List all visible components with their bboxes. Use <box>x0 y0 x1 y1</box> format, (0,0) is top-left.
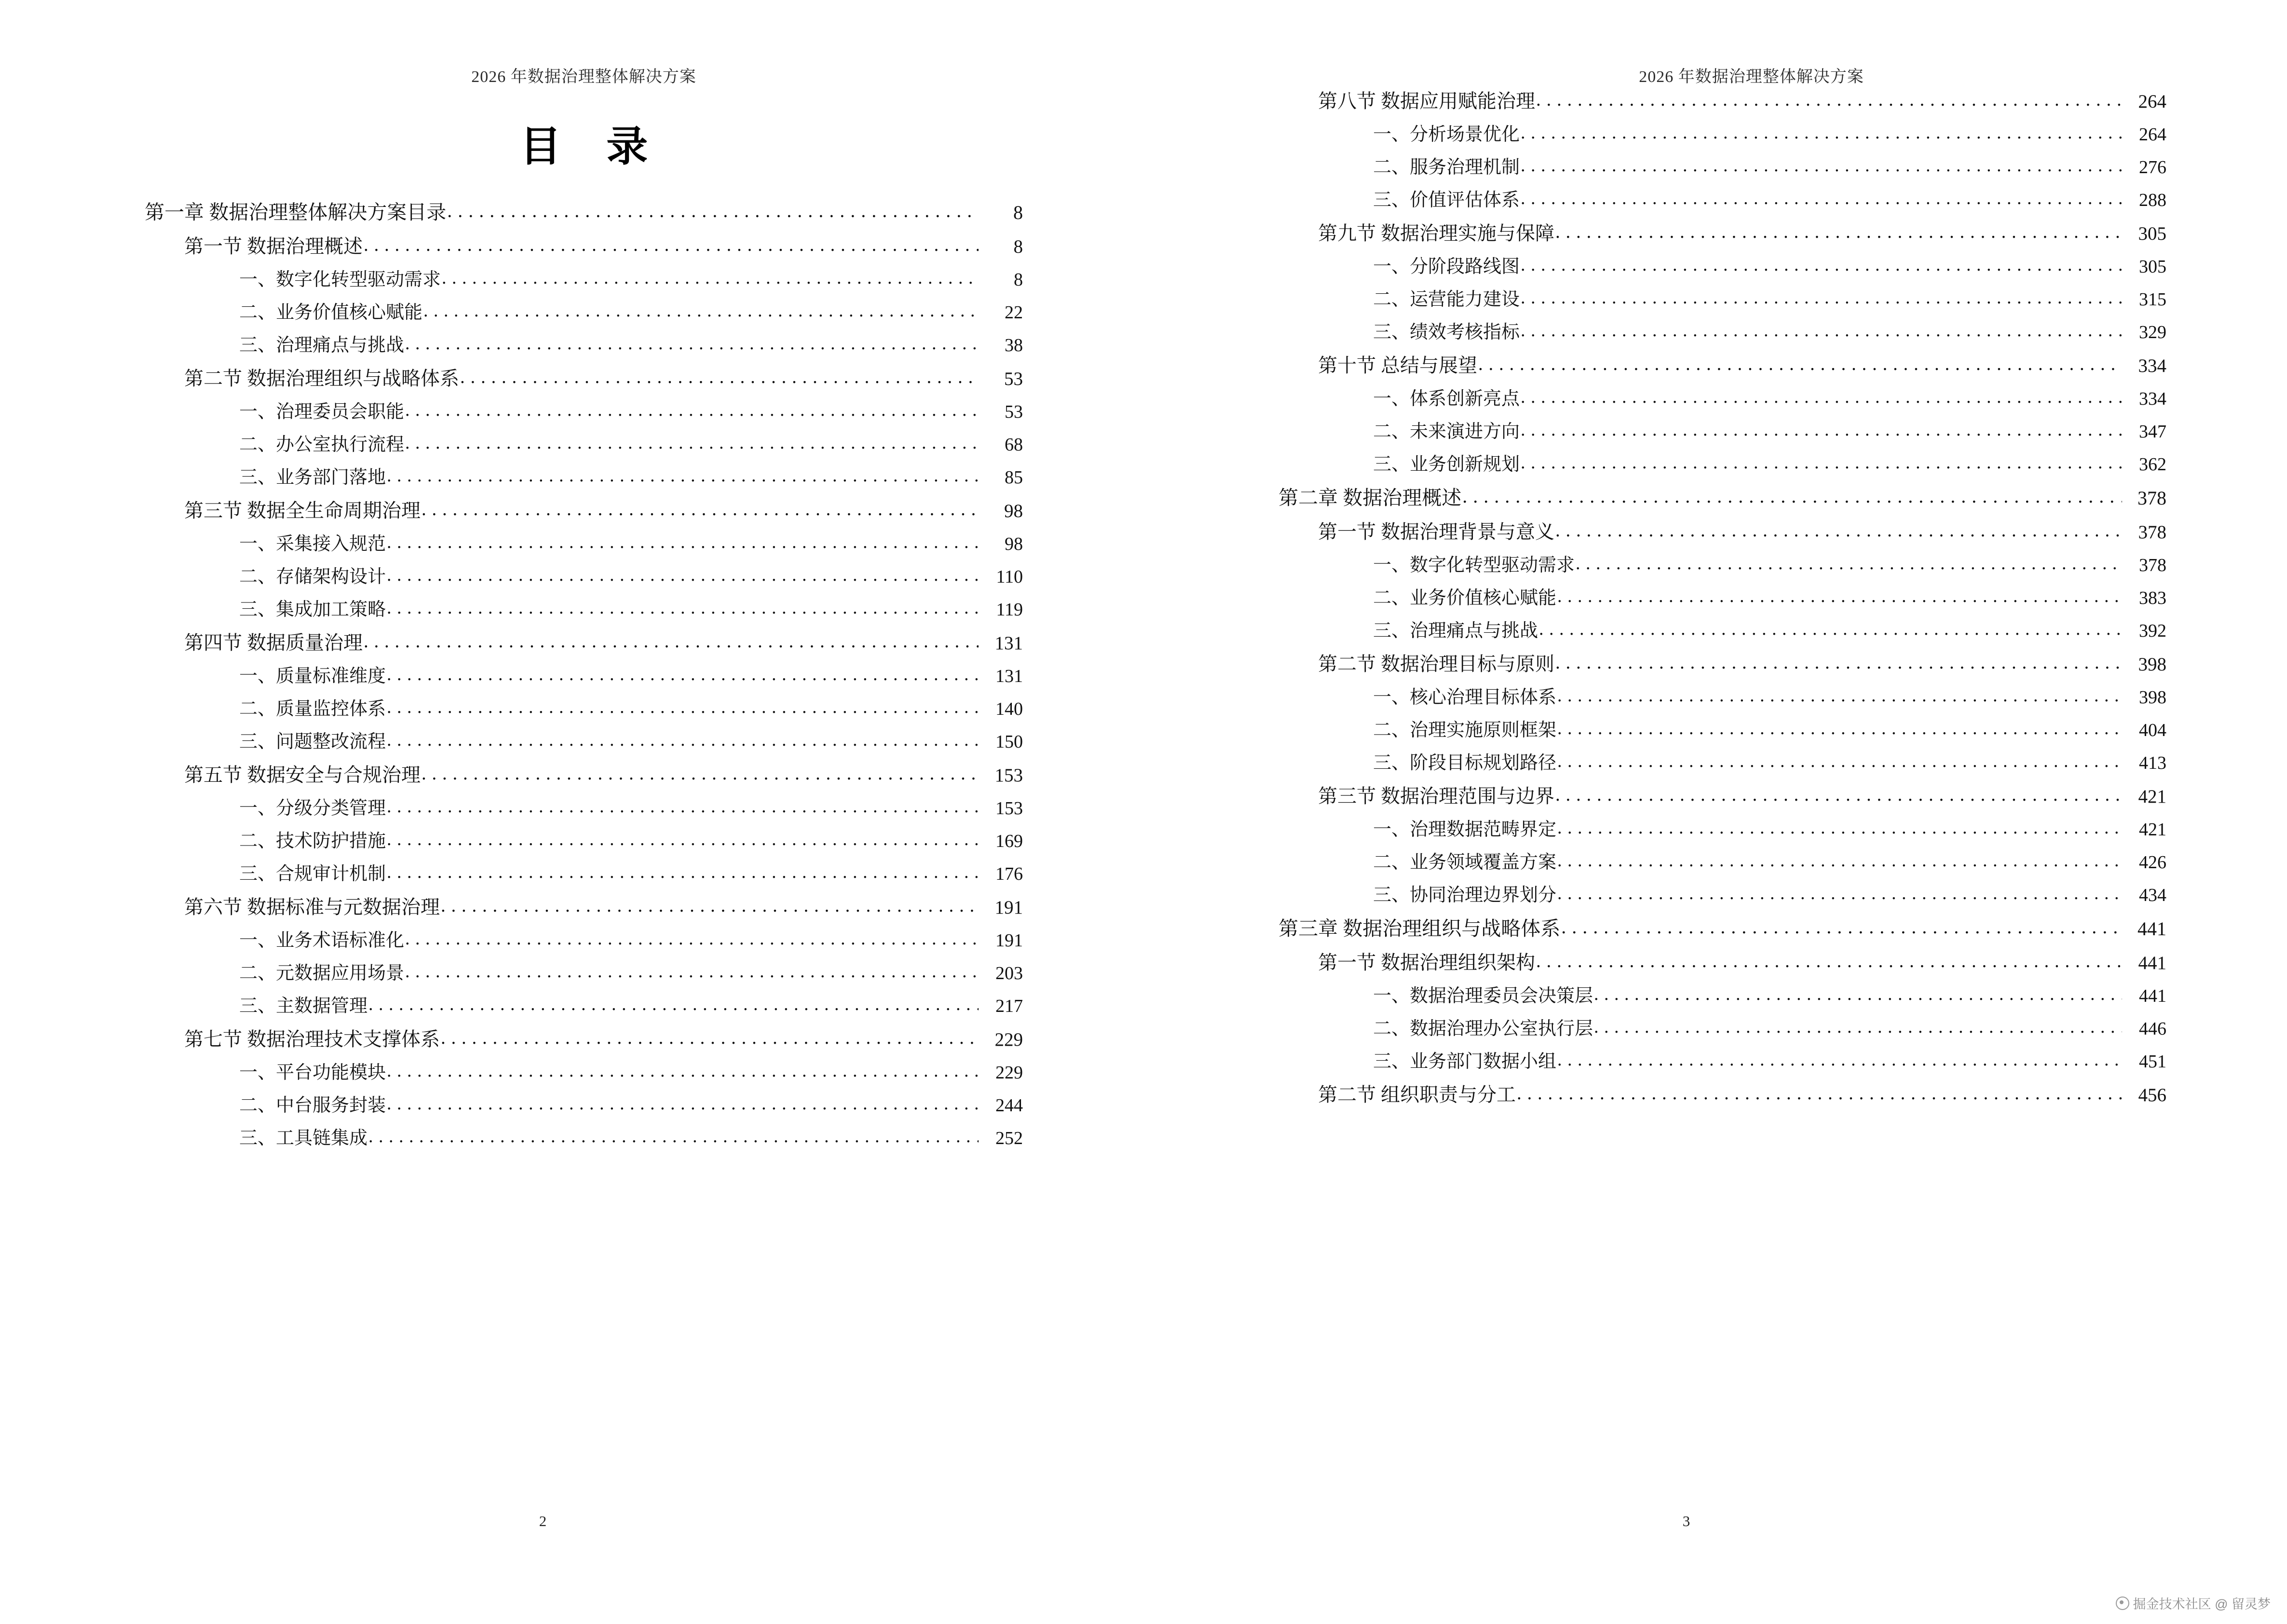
toc-leader-dots <box>1521 123 2122 142</box>
toc-leader-dots <box>387 566 979 584</box>
toc-entry-section[interactable] <box>145 237 1023 256</box>
toc-entry-page-number: 203 <box>995 963 1023 983</box>
toc-leader-dots <box>387 466 979 485</box>
toc-entry-chapter[interactable] <box>145 203 1023 222</box>
toc-leader-dots <box>387 665 979 683</box>
toc-entry-page-number: 441 <box>2137 918 2166 940</box>
toc-entry-page-number: 8 <box>1014 270 1023 290</box>
toc-entry-page-number: 441 <box>2138 953 2166 973</box>
toc-leader-dots <box>405 434 979 452</box>
toc-entry-label: 二、中台服务封装 <box>239 1095 386 1116</box>
toc-entry-label: 二、未来演进方向 <box>1373 422 1520 442</box>
toc-entry-label: 第五节 数据安全与合规治理 <box>184 764 421 786</box>
toc-entry-label: 第九节 数据治理实施与保障 <box>1318 222 1554 244</box>
toc-entry-label: 三、问题整改流程 <box>239 732 386 752</box>
toc-leader-dots <box>405 962 979 981</box>
toc-entry-sub[interactable] <box>1279 125 2166 144</box>
toc-entry-sub[interactable] <box>145 271 1023 289</box>
toc-entry-page-number: 119 <box>996 600 1023 620</box>
toc-leader-dots <box>1521 256 2122 274</box>
toc-entry-section[interactable] <box>145 501 1023 520</box>
toc-entry-sub[interactable] <box>145 667 1023 685</box>
toc-entry-page-number: 334 <box>2138 355 2166 376</box>
toc-list-right <box>1279 92 2166 1105</box>
toc-entry-sub[interactable] <box>1279 688 2166 707</box>
toc-entry-section[interactable] <box>145 765 1023 785</box>
toc-entry-label: 二、业务价值核心赋能 <box>1373 588 1557 608</box>
toc-entry-page-number: 398 <box>2139 687 2166 708</box>
toc-entry-section[interactable] <box>1279 224 2166 243</box>
toc-entry-label: 一、质量标准维度 <box>239 666 386 686</box>
toc-entry-sub[interactable] <box>145 733 1023 751</box>
toc-entry-section[interactable] <box>1279 953 2166 972</box>
toc-entry-label: 一、分析场景优化 <box>1373 124 1520 145</box>
toc-entry-label: 一、平台功能模块 <box>239 1063 386 1083</box>
toc-entry-sub[interactable] <box>1279 886 2166 904</box>
toc-entry-label: 二、数据治理办公室执行层 <box>1373 1019 1593 1039</box>
toc-entry-page-number: 421 <box>2139 819 2166 840</box>
toc-entry-section[interactable] <box>1279 1085 2166 1105</box>
toc-entry-page-number: 362 <box>2139 454 2166 475</box>
toc-entry-page-number: 53 <box>1004 368 1023 389</box>
toc-entry-page-number: 421 <box>2138 786 2166 807</box>
toc-leader-dots <box>1521 421 2122 439</box>
toc-entry-page-number: 383 <box>2139 588 2166 608</box>
toc-entry-label: 三、阶段目标规划路径 <box>1373 753 1557 773</box>
toc-entry-label: 第二节 数据治理组织与战略体系 <box>184 368 459 389</box>
running-head-right: 2026 年数据治理整体解决方案 <box>1639 68 1864 86</box>
toc-entry-label: 二、办公室执行流程 <box>239 435 405 455</box>
toc-leader-dots <box>1557 686 2122 705</box>
toc-entry-page-number: 244 <box>995 1095 1023 1116</box>
toc-entry-page-number: 85 <box>1005 467 1023 488</box>
toc-entry-page-number: 315 <box>2139 289 2166 310</box>
toc-leader-dots <box>1521 288 2122 307</box>
toc-leader-dots <box>460 368 979 386</box>
toc-leader-dots <box>1521 321 2122 340</box>
toc-leader-dots <box>1536 90 2122 109</box>
toc-entry-section[interactable] <box>1279 522 2166 542</box>
toc-entry-section[interactable] <box>145 369 1023 388</box>
toc-entry-sub[interactable] <box>145 700 1023 718</box>
toc-entry-page-number: 217 <box>995 996 1023 1016</box>
toc-entry-page-number: 229 <box>994 1029 1023 1050</box>
toc-leader-dots <box>1521 388 2122 406</box>
toc-entry-page-number: 98 <box>1005 534 1023 554</box>
toc-entry-section[interactable] <box>145 633 1023 653</box>
toc-entry-label: 三、价值评估体系 <box>1373 190 1520 210</box>
toc-entry-sub[interactable] <box>1279 323 2166 341</box>
toc-entry-sub[interactable] <box>1279 1020 2166 1038</box>
toc-entry-label: 二、存储架构设计 <box>239 567 386 587</box>
toc-leader-dots <box>368 995 979 1013</box>
toc-entry-chapter[interactable] <box>1279 488 2166 508</box>
toc-entry-page-number: 334 <box>2139 389 2166 409</box>
toc-entry-page-number: 8 <box>1013 236 1023 257</box>
toc-entry-section[interactable] <box>1279 92 2166 111</box>
toc-entry-label: 三、合规审计机制 <box>239 864 386 884</box>
toc-entry-page-number: 191 <box>994 897 1023 918</box>
toc-entry-page-number: 8 <box>1013 202 1023 223</box>
toc-entry-label: 三、主数据管理 <box>239 996 368 1016</box>
page-number-footer-right: 3 <box>1682 1513 1690 1529</box>
toc-entry-label: 三、业务创新规划 <box>1373 454 1520 475</box>
toc-entry-label: 第二节 组织职责与分工 <box>1318 1084 1516 1105</box>
toc-entry-sub[interactable] <box>145 403 1023 421</box>
toc-entry-sub[interactable] <box>145 865 1023 883</box>
toc-entry-label: 一、数字化转型驱动需求 <box>1373 555 1575 575</box>
toc-entry-sub[interactable] <box>1279 556 2166 574</box>
toc-entry-sub[interactable] <box>1279 987 2166 1005</box>
toc-entry-page-number: 252 <box>995 1128 1023 1148</box>
toc-leader-dots <box>1557 884 2122 902</box>
toc-leader-dots <box>1557 587 2122 605</box>
toc-entry-label: 二、运营能力建设 <box>1373 289 1520 310</box>
toc-entry-page-number: 451 <box>2139 1051 2166 1072</box>
toc-leader-dots <box>387 533 979 551</box>
toc-entry-page-number: 53 <box>1005 402 1023 422</box>
toc-leader-dots <box>1521 189 2122 207</box>
toc-leader-dots <box>1557 851 2122 870</box>
toc-entry-label: 第八节 数据应用赋能治理 <box>1318 90 1535 112</box>
toc-leader-dots <box>1557 819 2122 837</box>
toc-entry-page-number: 191 <box>995 930 1023 951</box>
toc-entry-page-number: 434 <box>2139 885 2166 905</box>
toc-entry-label: 一、分阶段路线图 <box>1373 257 1520 277</box>
toc-leader-dots <box>387 830 979 848</box>
toc-entry-page-number: 276 <box>2139 157 2166 177</box>
toc-entry-page-number: 110 <box>996 567 1023 587</box>
toc-entry-sub[interactable] <box>1279 191 2166 209</box>
toc-entry-sub[interactable] <box>145 568 1023 586</box>
toc-entry-label: 第四节 数据质量治理 <box>184 632 363 654</box>
toc-entry-sub[interactable] <box>1279 721 2166 739</box>
toc-leader-dots <box>1555 521 2122 540</box>
toc-leader-dots <box>387 698 979 716</box>
toc-entry-label: 第三节 数据治理范围与边界 <box>1318 785 1554 807</box>
toc-entry-sub[interactable] <box>1279 455 2166 474</box>
toc-entry-sub[interactable] <box>145 303 1023 322</box>
toc-leader-dots <box>1539 620 2122 638</box>
toc-leader-dots <box>1561 917 2122 937</box>
watermark <box>2116 1594 2271 1612</box>
toc-entry-sub[interactable] <box>145 799 1023 818</box>
toc-leader-dots <box>387 1062 979 1080</box>
toc-entry-page-number: 68 <box>1005 435 1023 455</box>
toc-entry-page-number: 153 <box>995 798 1023 819</box>
toc-entry-label: 第三章 数据治理组织与战略体系 <box>1279 917 1561 940</box>
toc-leader-dots <box>1594 1018 2122 1036</box>
toc-leader-dots <box>1517 1084 2122 1103</box>
toc-entry-label: 二、服务治理机制 <box>1373 157 1520 177</box>
toc-entry-page-number: 392 <box>2139 621 2166 641</box>
toc-entry-sub[interactable] <box>1279 754 2166 772</box>
toc-entry-page-number: 229 <box>995 1063 1023 1083</box>
toc-entry-label: 第六节 数据标准与元数据治理 <box>184 896 440 918</box>
toc-entry-sub[interactable] <box>1279 1052 2166 1071</box>
toc-leader-dots <box>387 863 979 881</box>
toc-entry-label: 三、治理痛点与挑战 <box>1373 621 1538 641</box>
toc-entry-label: 一、采集接入规范 <box>239 534 386 554</box>
toc-entry-label: 一、数字化转型驱动需求 <box>239 270 441 290</box>
toc-entry-section[interactable] <box>1279 655 2166 674</box>
toc-leader-dots <box>1462 487 2122 506</box>
toc-entry-sub[interactable] <box>1279 622 2166 640</box>
toc-leader-dots <box>423 301 979 320</box>
toc-entry-sub[interactable] <box>1279 820 2166 839</box>
toc-entry-page-number: 378 <box>2139 555 2166 575</box>
toc-entry-sub[interactable] <box>145 468 1023 487</box>
toc-entry-page-number: 404 <box>2139 720 2166 740</box>
toc-leader-dots <box>387 1094 979 1113</box>
toc-entry-page-number: 378 <box>2137 487 2166 509</box>
toc-entry-label: 一、数据治理委员会决策层 <box>1373 986 1593 1006</box>
toc-entry-sub[interactable] <box>1279 589 2166 607</box>
toc-leader-dots <box>387 731 979 749</box>
toc-entry-label: 二、技术防护措施 <box>239 831 386 851</box>
toc-entry-section[interactable] <box>145 898 1023 917</box>
toc-leader-dots <box>1521 156 2122 175</box>
toc-leader-dots <box>1536 952 2122 970</box>
toc-entry-sub[interactable] <box>1279 423 2166 441</box>
toc-leader-dots <box>1594 985 2122 1003</box>
toc-entry-page-number: 131 <box>994 633 1023 654</box>
toc-leader-dots <box>1478 355 2122 373</box>
toc-leader-dots <box>1576 554 2122 573</box>
toc-entry-page-number: 446 <box>2139 1019 2166 1039</box>
toc-entry-label: 三、绩效考核指标 <box>1373 322 1520 342</box>
toc-entry-sub[interactable] <box>1279 853 2166 872</box>
toc-entry-label: 三、业务部门数据小组 <box>1373 1051 1557 1072</box>
toc-entry-label: 三、工具链集成 <box>239 1128 368 1148</box>
toc-leader-dots <box>1557 1051 2122 1069</box>
toc-entry-sub[interactable] <box>145 535 1023 553</box>
toc-entry-label: 一、治理数据范畴界定 <box>1373 819 1557 840</box>
toc-entry-label: 一、治理委员会职能 <box>239 402 405 422</box>
toc-entry-sub[interactable] <box>145 832 1023 850</box>
toc-leader-dots <box>405 334 979 353</box>
toc-leader-dots <box>447 201 979 220</box>
toc-entry-page-number: 441 <box>2139 986 2166 1006</box>
toc-entry-chapter[interactable] <box>1279 919 2166 939</box>
toc-entry-page-number: 456 <box>2138 1085 2166 1105</box>
toc-leader-dots <box>442 269 979 287</box>
toc-entry-page-number: 264 <box>2139 124 2166 145</box>
toc-entry-label: 二、质量监控体系 <box>239 699 386 719</box>
toc-entry-page-number: 305 <box>2138 223 2166 244</box>
toc-entry-sub[interactable] <box>145 964 1023 983</box>
toc-entry-label: 第一节 数据治理背景与意义 <box>1318 521 1554 543</box>
toc-entry-section[interactable] <box>1279 356 2166 375</box>
toc-entry-sub[interactable] <box>1279 158 2166 177</box>
toc-leader-dots <box>1557 719 2122 737</box>
toc-entry-sub[interactable] <box>145 436 1023 454</box>
toc-entry-label: 三、业务部门落地 <box>239 467 386 488</box>
toc-entry-sub[interactable] <box>145 336 1023 355</box>
toc-entry-label: 第三节 数据全生命周期治理 <box>184 500 421 521</box>
toc-entry-page-number: 288 <box>2139 190 2166 210</box>
toc-entry-label: 第二章 数据治理概述 <box>1279 487 1462 509</box>
toc-entry-label: 二、业务领域覆盖方案 <box>1373 852 1557 873</box>
toc-entry-sub[interactable] <box>145 931 1023 950</box>
toc-entry-label: 第七节 数据治理技术支撑体系 <box>184 1028 440 1050</box>
toc-leader-dots <box>387 797 979 816</box>
toc-entry-label: 一、核心治理目标体系 <box>1373 687 1557 708</box>
toc-leader-dots <box>405 401 979 419</box>
toc-entry-page-number: 150 <box>995 732 1023 752</box>
toc-entry-label: 三、集成加工策略 <box>239 600 386 620</box>
toc-leader-dots <box>368 1127 979 1146</box>
toc-entry-page-number: 131 <box>995 666 1023 686</box>
toc-entry-page-number: 413 <box>2139 753 2166 773</box>
toc-leader-dots <box>1555 785 2122 804</box>
page-right <box>1144 0 2287 1624</box>
running-head-left: 2026 年数据治理整体解决方案 <box>471 68 696 86</box>
toc-leader-dots <box>422 500 979 519</box>
toc-leader-dots <box>441 896 979 915</box>
toc-entry-page-number: 426 <box>2139 852 2166 873</box>
toc-entry-label: 第一节 数据治理概述 <box>184 235 363 257</box>
toc-leader-dots <box>1557 752 2122 770</box>
toc-entry-label: 一、业务术语标准化 <box>239 930 405 951</box>
toc-leader-dots <box>405 929 979 948</box>
toc-entry-page-number: 378 <box>2138 522 2166 543</box>
toc-entry-sub[interactable] <box>1279 290 2166 309</box>
toc-leader-dots <box>364 632 979 651</box>
watermark-text: 掘金技术社区 @ 留灵梦 <box>2133 1597 2271 1611</box>
toc-leader-dots <box>1521 453 2122 472</box>
toc-entry-page-number: 329 <box>2139 322 2166 342</box>
toc-entry-page-number: 22 <box>1005 302 1023 323</box>
toc-leader-dots <box>1555 653 2122 672</box>
toc-entry-label: 二、业务价值核心赋能 <box>239 302 423 323</box>
toc-leader-dots <box>1555 222 2122 241</box>
toc-leader-dots <box>422 764 979 783</box>
toc-leader-dots <box>387 599 979 617</box>
toc-entry-page-number: 176 <box>995 864 1023 884</box>
toc-entry-sub[interactable] <box>145 1129 1023 1147</box>
toc-leader-dots <box>364 235 979 254</box>
toc-list-left <box>145 203 1023 1147</box>
toc-entry-section[interactable] <box>145 1030 1023 1049</box>
toc-entry-label: 二、元数据应用场景 <box>239 963 405 983</box>
toc-entry-page-number: 140 <box>995 699 1023 719</box>
toc-entry-label: 第一节 数据治理组织架构 <box>1318 952 1535 973</box>
toc-entry-label: 第二节 数据治理目标与原则 <box>1318 653 1554 675</box>
toc-entry-sub[interactable] <box>145 997 1023 1015</box>
toc-entry-sub[interactable] <box>145 1064 1023 1082</box>
toc-entry-label: 二、治理实施原则框架 <box>1373 720 1557 740</box>
toc-entry-label: 三、治理痛点与挑战 <box>239 335 405 355</box>
circle-badge-icon <box>2116 1597 2129 1610</box>
toc-entry-label: 三、协同治理边界划分 <box>1373 885 1557 905</box>
toc-leader-dots <box>441 1028 979 1047</box>
toc-entry-label: 一、分级分类管理 <box>239 798 386 819</box>
toc-entry-sub[interactable] <box>145 1096 1023 1115</box>
toc-entry-page-number: 38 <box>1005 335 1023 355</box>
page-title: 目 录 <box>519 123 666 170</box>
page-number-footer-left: 2 <box>539 1513 547 1529</box>
toc-entry-page-number: 264 <box>2138 91 2166 112</box>
toc-entry-sub[interactable] <box>1279 390 2166 408</box>
toc-entry-page-number: 305 <box>2139 257 2166 277</box>
toc-entry-sub[interactable] <box>145 600 1023 619</box>
toc-entry-page-number: 98 <box>1004 501 1023 521</box>
toc-entry-page-number: 153 <box>994 765 1023 786</box>
toc-entry-label: 一、体系创新亮点 <box>1373 389 1520 409</box>
toc-entry-label: 第十节 总结与展望 <box>1318 355 1477 376</box>
toc-entry-page-number: 398 <box>2138 654 2166 675</box>
toc-entry-sub[interactable] <box>1279 258 2166 276</box>
toc-entry-page-number: 347 <box>2139 422 2166 442</box>
toc-entry-page-number: 169 <box>995 831 1023 851</box>
toc-entry-label: 第一章 数据治理整体解决方案目录 <box>145 201 447 223</box>
toc-entry-section[interactable] <box>1279 787 2166 806</box>
